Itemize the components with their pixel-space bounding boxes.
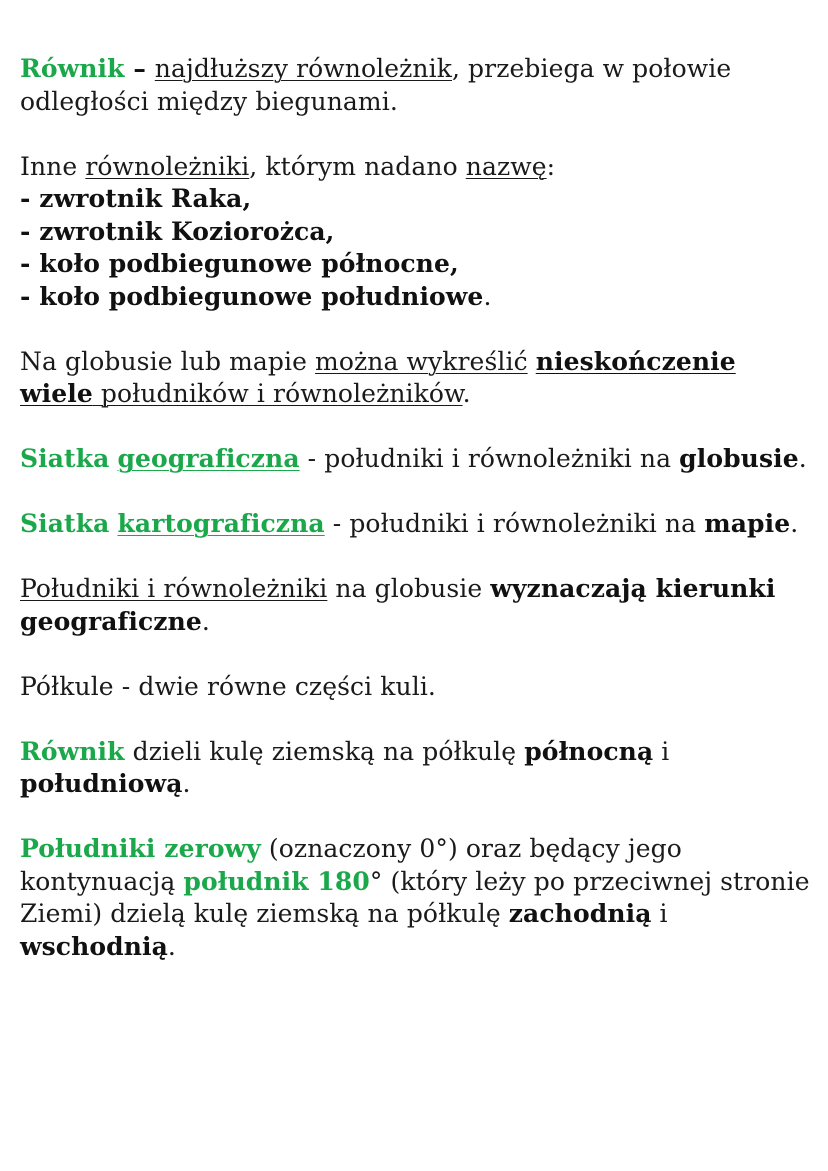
term-siatka: Siatka xyxy=(20,509,110,538)
text-underlined-mozna: można wykreślić xyxy=(315,346,528,376)
definition-text: - południki i równoleżniki na xyxy=(324,509,705,538)
list-item-kolo-poludniowe-line xyxy=(20,281,810,314)
term-geograficzna: geograficzna xyxy=(117,444,300,473)
bold-globusie: globusie xyxy=(679,444,799,473)
paragraph-directions xyxy=(20,573,810,638)
list-end-period: . xyxy=(483,281,492,311)
text-a: Na globusie lub mapie xyxy=(20,346,316,376)
term-siatka: Siatka xyxy=(20,444,110,473)
term-rownik: Równik xyxy=(20,54,125,83)
text-end: . xyxy=(462,379,471,408)
intro-text-b: , którym nadano xyxy=(249,151,466,181)
intro-underlined-rownolezniki: równoleżniki xyxy=(85,151,250,181)
text-b: ° (który leży po przeciwnej stronie Ziemi) dzielą kulę ziemską na półkulę xyxy=(20,866,810,928)
text-bold-nieskonczenie: nieskończenie wiele xyxy=(20,346,736,408)
paragraph-polkule xyxy=(20,671,810,704)
paragraph-rownik-divides xyxy=(20,736,810,801)
intro-text-a: Inne xyxy=(20,151,86,181)
underlined-poludniki: Południki i równoleżniki xyxy=(20,574,328,603)
text-underlined-rest: południków i równoleżników xyxy=(92,379,463,408)
bold-zachodnia: zachodnią xyxy=(508,899,652,928)
text-end: . xyxy=(798,444,807,473)
text-a: (oznaczony 0°) oraz będący jego kontynuacją xyxy=(20,834,682,896)
term-kartograficzna: kartograficzna xyxy=(117,509,325,538)
definition-underlined: najdłuższy równoleżnik xyxy=(154,54,452,83)
text-i: i xyxy=(653,736,670,766)
bold-poludniowa: południową xyxy=(20,769,183,798)
em-dash: – xyxy=(124,54,155,83)
term-rownik: Równik xyxy=(20,736,125,766)
paragraph-rownik-definition xyxy=(20,53,810,118)
notes-page xyxy=(20,53,810,996)
text-space xyxy=(528,347,536,376)
term-poludnik-180: południk 180 xyxy=(183,866,370,896)
bold-wyznaczaja: wyznaczają kierunki geograficzne xyxy=(20,574,776,636)
list-item-kolo-poludniowe: - koło podbiegunowe południowe xyxy=(20,281,484,311)
term-poludniki-zerowy: Południki zerowy xyxy=(20,834,261,863)
paragraph-siatka-geograficzna xyxy=(20,443,810,476)
paragraph-meridians-divide xyxy=(20,833,810,963)
paragraph-siatka-kartograficzna xyxy=(20,508,810,541)
text-end: . xyxy=(182,769,191,798)
bold-mapie: mapie xyxy=(704,509,791,538)
text-a: na globusie xyxy=(327,574,491,603)
text-a: dzieli kulę ziemską na półkulę xyxy=(124,736,525,766)
list-item-zwrotnik-raka: - zwrotnik Raka, xyxy=(20,184,252,213)
list-item-kolo-polnocne: - koło podbiegunowe północne, xyxy=(20,249,459,278)
definition-rest: , przebiega w połowie odległości między biegunami. xyxy=(20,54,732,116)
text-end: . xyxy=(790,509,799,538)
list-item-zwrotnik-koziorozca: - zwrotnik Koziorożca, xyxy=(20,216,335,246)
text-end: . xyxy=(167,931,176,961)
intro-text-c: : xyxy=(546,151,556,181)
intro-underlined-nazwe: nazwę xyxy=(465,151,547,181)
text-polkule: Półkule - dwie równe części kuli. xyxy=(20,671,436,701)
bold-polnocna: północną xyxy=(524,736,654,766)
paragraph-named-parallels xyxy=(20,151,810,314)
definition-text: - południki i równoleżniki na xyxy=(299,444,680,473)
text-end: . xyxy=(201,606,210,636)
bold-wschodnia: wschodnią xyxy=(20,931,168,961)
text-i: i xyxy=(651,899,668,928)
paragraph-infinite-lines xyxy=(20,346,810,411)
